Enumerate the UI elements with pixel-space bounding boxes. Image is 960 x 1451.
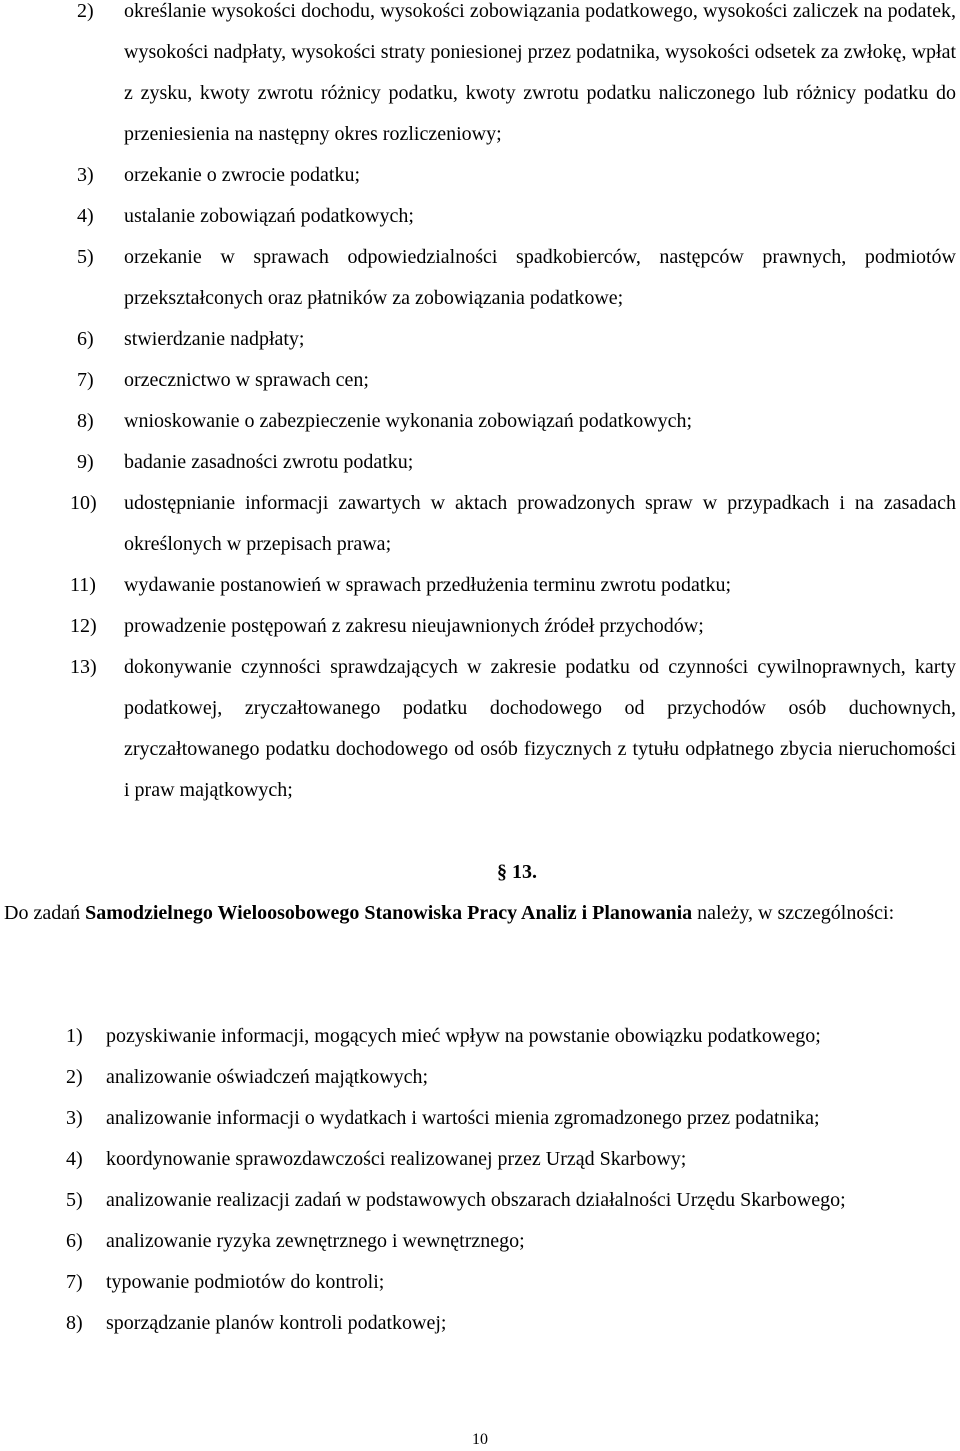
list-item	[0, 606, 956, 647]
list-item-number: 1)	[66, 1025, 83, 1047]
list-item-text: ustalanie zobowiązań podatkowych;	[124, 205, 414, 227]
intro-text-lead: Do zadań	[4, 902, 86, 924]
list-item-number: 5)	[66, 1189, 83, 1211]
list-item-number: 9)	[77, 451, 94, 473]
list-item	[0, 1057, 956, 1098]
task-list-analysis-unit	[0, 1016, 956, 1344]
list-item-text: analizowanie realizacji zadań w podstawowych obszarach działalności Urzędu Skarbowego;	[106, 1189, 846, 1211]
list-item-number: 3)	[77, 164, 94, 186]
list-item	[0, 360, 956, 401]
list-item-text: analizowanie informacji o wydatkach i wartości mienia zgromadzonego przez podatnika;	[106, 1107, 820, 1129]
list-item-number: 4)	[66, 1148, 83, 1170]
list-item	[0, 319, 956, 360]
list-item	[0, 401, 956, 442]
list-item-number: 3)	[66, 1107, 83, 1129]
list-item-text: pozyskiwanie informacji, mogących mieć wpływ na powstanie obowiązku podatkowego;	[106, 1025, 821, 1047]
list-item	[0, 1016, 956, 1057]
list-item	[0, 1262, 956, 1303]
list-item	[0, 155, 956, 196]
list-item-number: 2)	[77, 0, 94, 22]
list-item-text: dokonywanie czynności sprawdzających w zakresie podatku od czynności cywilnoprawnych, karty podatkowej, zryczałtowanego podatku dochodowego od przychodów osób duchownych, zryczałtowanego podatku dochodowego od osób fizycznych z tytułu odpłatnego zbycia nieruchomości i praw majątkowych;	[124, 656, 956, 801]
list-item-number: 6)	[66, 1230, 83, 1252]
list-item-number: 5)	[77, 246, 94, 268]
section-intro-paragraph	[4, 893, 956, 934]
list-item-number: 2)	[66, 1066, 83, 1088]
list-item-text: udostępnianie informacji zawartych w aktach prowadzonych spraw w przypadkach i na zasadach określonych w przepisach prawa;	[124, 492, 956, 555]
list-item-number: 7)	[66, 1271, 83, 1293]
list-item-text: orzekanie o zwrocie podatku;	[124, 164, 361, 186]
list-item	[0, 1221, 956, 1262]
list-item	[0, 1180, 956, 1221]
list-item-text: koordynowanie sprawozdawczości realizowanej przez Urząd Skarbowy;	[106, 1148, 687, 1170]
list-item-number: 4)	[77, 205, 94, 227]
list-item	[0, 0, 956, 155]
list-item-text: analizowanie oświadczeń majątkowych;	[106, 1066, 429, 1088]
list-item	[0, 442, 956, 483]
list-item-text: prowadzenie postępowań z zakresu nieujawnionych źródeł przychodów;	[124, 615, 704, 637]
list-item	[0, 1139, 956, 1180]
list-item	[0, 483, 956, 565]
intro-text-tail: należy, w szczególności:	[692, 902, 895, 924]
list-item	[0, 1098, 956, 1139]
unit-name: Samodzielnego Wieloosobowego Stanowiska Pracy Analiz i Planowania	[85, 902, 693, 924]
list-item	[0, 647, 956, 811]
list-item	[0, 196, 956, 237]
page-number: 10	[472, 1431, 488, 1448]
list-item-number: 13)	[70, 656, 97, 678]
list-item-number: 6)	[77, 328, 94, 350]
list-item-number: 12)	[70, 615, 97, 637]
list-item-number: 8)	[66, 1312, 83, 1334]
list-item-number: 8)	[77, 410, 94, 432]
list-item-number: 10)	[70, 492, 97, 514]
list-item-number: 7)	[77, 369, 94, 391]
list-item-text: badanie zasadności zwrotu podatku;	[124, 451, 414, 473]
list-item-text: określanie wysokości dochodu, wysokości zobowiązania podatkowego, wysokości zaliczek na podatek, wysokości nadpłaty, wysokości straty poniesionej przez podatnika, wysokości odsetek za zwłokę, wpłat z zysku, kwoty zwrotu różnicy podatku, kwoty zwrotu podatku naliczonego lub różnicy podatku do przeniesienia na następny okres rozliczeniowy;	[124, 0, 956, 145]
list-item	[0, 1303, 956, 1344]
list-item-text: wnioskowanie o zabezpieczenie wykonania zobowiązań podatkowych;	[124, 410, 693, 432]
list-item-text: typowanie podmiotów do kontroli;	[106, 1271, 385, 1293]
list-item-text: sporządzanie planów kontroli podatkowej;	[106, 1312, 447, 1334]
list-item-number: 11)	[70, 574, 96, 596]
list-item-text: stwierdzanie nadpłaty;	[124, 328, 305, 350]
list-item-text: orzecznictwo w sprawach cen;	[124, 369, 369, 391]
section-heading: § 13.	[497, 861, 537, 883]
list-item-text: analizowanie ryzyka zewnętrznego i wewnętrznego;	[106, 1230, 525, 1252]
list-item	[0, 237, 956, 319]
list-item-text: wydawanie postanowień w sprawach przedłużenia terminu zwrotu podatku;	[124, 574, 732, 596]
list-item	[0, 565, 956, 606]
list-item-text: orzekanie w sprawach odpowiedzialności spadkobierców, następców prawnych, podmiotów przekształconych oraz płatników za zobowiązania podatkowe;	[124, 246, 956, 309]
